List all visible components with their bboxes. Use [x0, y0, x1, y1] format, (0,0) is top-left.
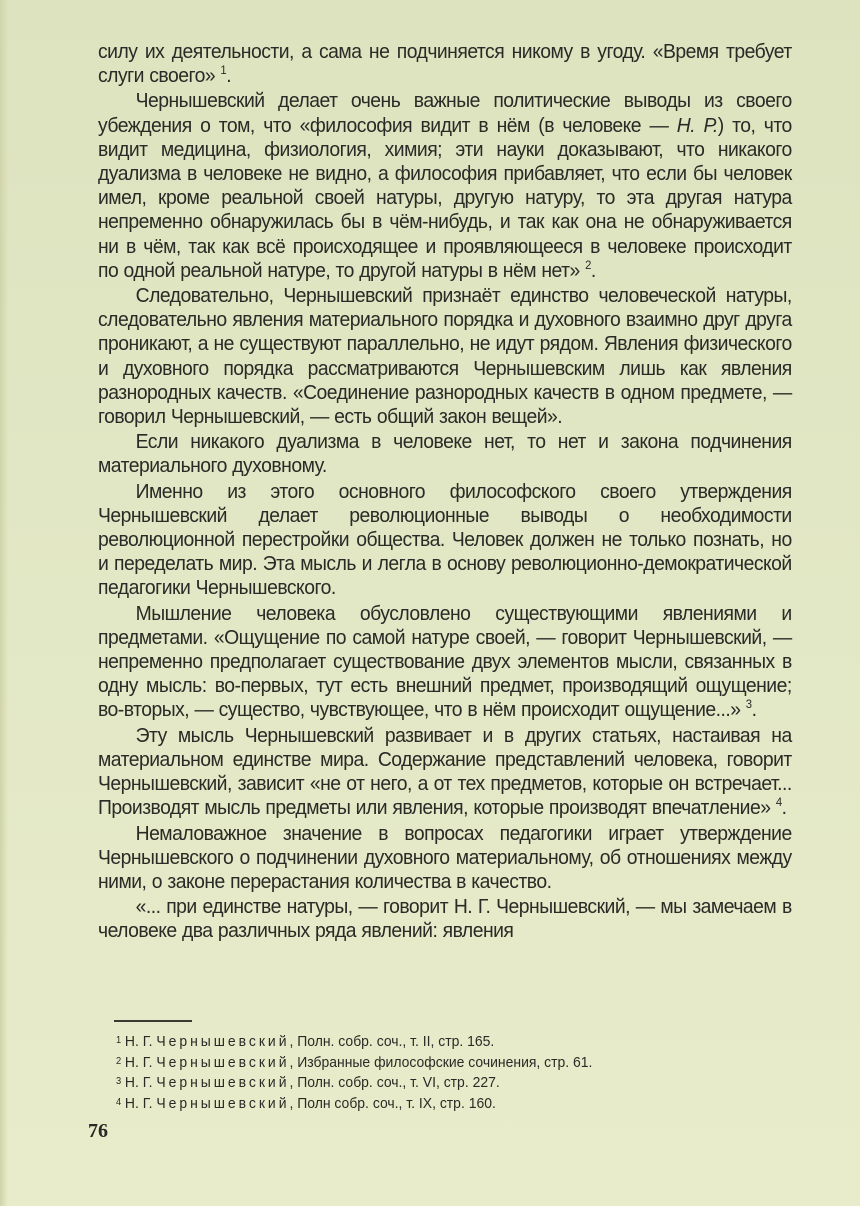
paragraph-tail: . — [781, 796, 787, 820]
page-edge-shadow — [0, 0, 8, 1206]
footnotes — [116, 1031, 758, 1113]
paragraph-text: «... при единстве натуры, — говорит Н. Г. Чернышевский, — мы замечаем в человеке два различных ряда явлений: явления — [98, 895, 792, 943]
footnote-number: 3 — [116, 1076, 122, 1088]
footnote-4 — [116, 1093, 758, 1114]
footnote-author-initials: Н. Г. — [124, 1094, 153, 1112]
footnote-author-initials: Н. Г. — [124, 1033, 153, 1050]
footnote-2 — [116, 1052, 758, 1073]
paragraph-9 — [98, 895, 792, 943]
paragraph-text: силу их деятельности, а сама не подчиняется никому в угоду. «Время требует слуги своего» — [98, 40, 792, 88]
page-number: 76 — [88, 1120, 108, 1142]
footnote-author-initials: Н. Г. — [124, 1053, 153, 1071]
footnote-author: Чернышевский — [156, 1094, 290, 1112]
paragraph-tail: . — [590, 258, 596, 282]
footnote-number: 2 — [116, 1055, 122, 1067]
book-page — [98, 40, 792, 944]
footnote-ref-4[interactable]: 4 — [775, 795, 782, 810]
footnote-separator — [114, 1020, 192, 1022]
paragraph-text: ) то, что видит медицина, физиология, химия; эти науки доказывают, что никакого дуализма в человеке не видно, а философия прибавляет, что если бы человек имел, кроме реальной своей натуры, другую натуру, то эта другая натура непременно обнаружилась бы в чём-нибудь, и так как она не обнаруживается ни в чём, так как всё происходящее и проявляющееся в человеке происходит по одной реальной натуре, то другой натуры в нём нет» — [98, 113, 792, 282]
footnote-source: , Избранные философские сочинения, стр. 61. — [289, 1053, 593, 1071]
footnote-number: 4 — [116, 1096, 122, 1108]
footnote-ref-2[interactable]: 2 — [585, 257, 591, 272]
paragraph-tail: . — [226, 64, 232, 88]
footnote-author: Чернышевский — [156, 1053, 290, 1071]
paragraph-text: Чернышевский делает очень важные политические выводы из своего убеждения о том, что «философия видит в нём (в человеке — — [98, 89, 792, 137]
paragraph-text: Именно из этого основного философского своего утверждения Чернышевский делает революционные выводы о необходимости революционной перестройки общества. Человек должен не только познать, но и переделать мир. Эта мысль и легла в основу революционно-демократической педагогики Чернышевского. — [98, 479, 792, 600]
footnote-source: , Полн. собр. соч., т. VI, стр. 227. — [289, 1074, 500, 1092]
footnote-1 — [116, 1031, 758, 1052]
paragraph-5 — [98, 480, 792, 601]
paragraph-text: Если никакого дуализма в человеке нет, то нет и закона подчинения материального духовному. — [98, 430, 792, 478]
footnote-author: Чернышевский — [156, 1074, 290, 1092]
paragraph-8 — [98, 822, 792, 895]
paragraph-text: Эту мысль Чернышевский развивает и в других статьях, настаивая на материальном единстве мира. Содержание представлений человека, говорит Чернышевский, зависит «не от него, а от тех предметов, которые он встречает... Производят мысль предметы или явления, которые производят впечатление» — [98, 723, 792, 820]
footnote-source: , Полн собр. соч., т. IX, стр. 160. — [289, 1094, 496, 1112]
paragraph-2 — [98, 89, 792, 283]
footnote-ref-3[interactable]: 3 — [745, 697, 752, 712]
paragraph-1 — [98, 40, 792, 88]
footnote-author-initials: Н. Г. — [124, 1074, 153, 1092]
footnote-author: Чернышевский — [156, 1033, 290, 1050]
footnote-ref-1[interactable]: 1 — [220, 63, 227, 78]
body-text — [98, 40, 792, 944]
footnote-3 — [116, 1072, 758, 1093]
author-initials: Н. Р. — [676, 113, 718, 137]
paragraph-6 — [98, 602, 792, 723]
paragraph-7 — [98, 724, 792, 821]
paragraph-text: Немаловажное значение в вопросах педагогики играет утверждение Чернышевского о подчинении духовного материальному, об отношениях между ними, о законе перерастания количества в качество. — [98, 821, 792, 893]
paragraph-3 — [98, 284, 792, 429]
paragraph-text: Мышление человека обусловлено существующими явлениями и предметами. «Ощущение по самой натуре своей, — говорит Чернышевский, — непременно предполагает существование двух элементов мысли, связанных в одну мысль: во-первых, тут есть внешний предмет, производящий ощущение; во-вторых, — существо, чувствующее, что в нём происходит ощущение...» — [98, 601, 792, 722]
footnote-source: , Полн. собр. соч., т. II, стр. 165. — [289, 1033, 495, 1050]
paragraph-text: Следовательно, Чернышевский признаёт единство человеческой натуры, следовательно явления материального порядка и духовного взаимно друг друга проникают, а не существуют параллельно, не идут рядом. Явления физического и духовного порядка рассматриваются Чернышевским лишь как явления разнородных качеств. «Соединение разнородных качеств в одном предмете, — говорил Чернышевский, — есть общий закон вещей». — [98, 284, 792, 429]
paragraph-tail: . — [751, 698, 757, 722]
footnote-number: 1 — [116, 1035, 122, 1046]
paragraph-4 — [98, 430, 792, 478]
